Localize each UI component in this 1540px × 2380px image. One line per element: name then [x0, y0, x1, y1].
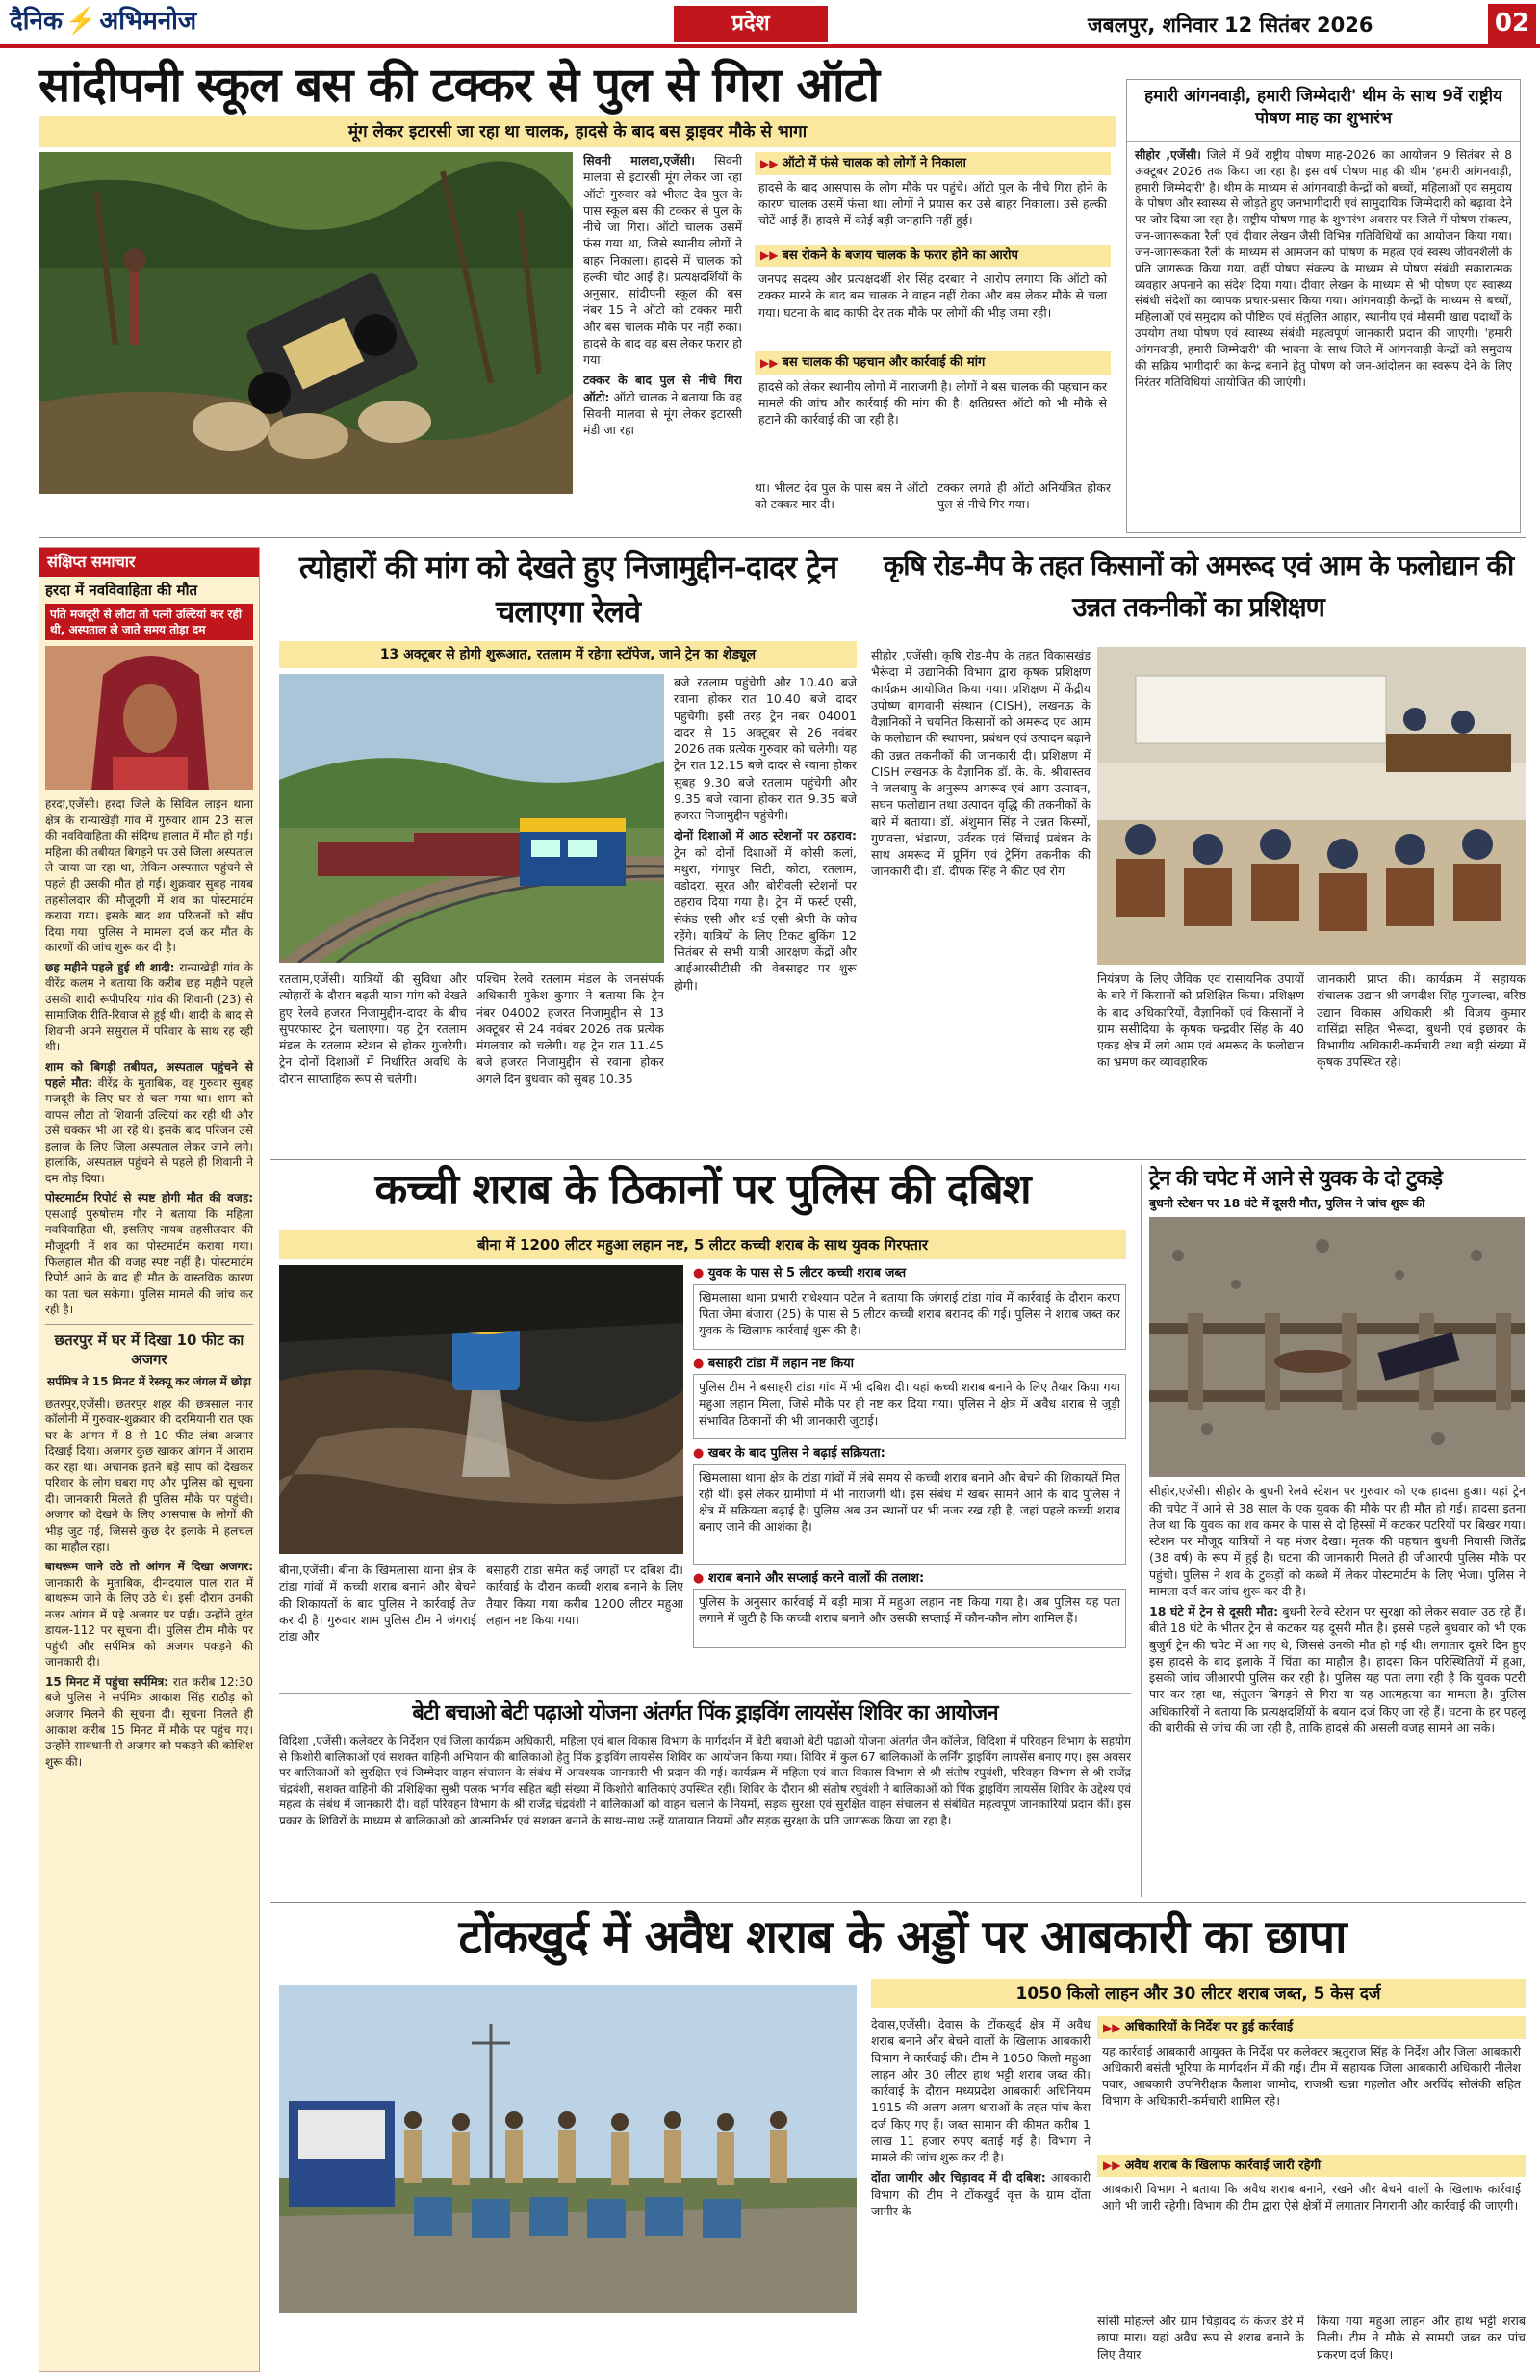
rail-death-body: सीहोर,एजेंसी। सीहोर के बुधनी रेलवे स्टेशन पर गुरुवार को एक हादसा हुआ। यहां ट्रेन की चपेट में आने से 38 साल के एक युवक की मौके पर ही मौत हो गई। हादसा इतना तेज था कि युवक का शव कमर के पास से दो हिस्सों में कटकर पटरियों पर बिखर गया। स्टेशन पर मौजूद यात्रियों ने यह मंजर देखा। मृतक की पहचान बुधनी निवासी जितेंद्र (38 वर्ष) के रूप में हुई है। घटना की जानकारी मिलते ही जीआरपी पुलिस मौके पर पहुंची। पुलिस ने शव के टुकड़ों को कब्जे में लेकर पोस्टमार्टम के लिए भेजा। पुलिस ने मामला दर्ज कर जांच शुरू कर दी है। 18 घंटे में ट्रेन से दूसरी मौत: बुधनी रेलवे स्टेशन पर सुरक्षा को लेकर सवाल उठ रहे हैं। बीते 18 घंटे के भीतर ट्रेन से कटकर यह दूसरी मौत है। इससे पहले बुधवार को भी एक बुजुर्ग ट्रेन की चपेट में आ गए थे, जिससे उनकी मौत हो गई थी। लगातार दूसरे दिन हुए इस हादसे के बाद इलाके में चिंता का माहौल है। हादसा किन परिस्थितियों में हुआ, इसकी जांच जीआरपी पुलिस कर रही है। पुलिस यह पता लगा रही है कि युवक पटरी पार कर रहा था, संतुलन बिगड़ने से गिरा या यह आत्महत्या का मामला है। पुलिस अधिकारियों ने बताया कि प्रत्यक्षदर्शियों के बयान दर्ज किए जा रहे हैं। घटना के हर पहलू की बारीकी से जांच की जा रही है, ताकि हादसे की असली वजह सामने आ सके। — [1149, 1484, 1526, 1735]
liquor-col2: बसाहरी टांडा समेत कई जगहों पर दबिश दी। कार्रवाई के दौरान कच्ची शराब बनाने के लिए तैयार किया गया करीब 1200 लीटर महुआ लहान नष्ट किया गया। — [486, 1563, 683, 1627]
brief1-sub: पति मजदूरी से लौटा तो पत्नी उल्टियां कर रही थी, अस्पताल ले जाते समय तोड़ा दम — [45, 604, 253, 640]
auto-accident-photo — [38, 152, 573, 494]
excise-b1-text: यह कार्रवाई आबकारी आयुक्त के निर्देश पर कलेक्टर ऋतुराज सिंह के निर्देश और जिला आबकारी अधिकारी बसंती भूरिया के मार्गदर्शन में की गई। टीम में सहायक जिला आबकारी अधिकारी नीलेश पवार, आबकारी उपनिरीक्षक कैलाश जामोद, राजश्री खन्ना गहलोत और अरविंद सोलंकी सहित विभाग के अधिकारी-कर्मचारी शामिल रहे। — [1102, 2043, 1521, 2108]
liquor-boxes — [693, 1265, 1126, 1684]
story1-box1-title: ▶▶ ऑटो में फंसे चालक को लोगों ने निकाला — [755, 152, 1111, 175]
liquor-b2-text: पुलिस टीम ने बसाहरी टांडा गांव में भी दबिश दी। यहां कच्ची शराब बनाने के लिए तैयार किया गया महुआ लहान मिला, जिसे मौके पर ही नष्ट कर दिया गया। पुलिस ने क्षेत्र में अवैध शराब से जुड़ी संभावित ठिकानों की भी जानकारी जुटाई। — [693, 1374, 1126, 1439]
excise-tail-b: किया गया महुआ लाहन और हाथ भट्टी शराब मिली। टीम ने मौके से सामग्री जब्त कर पांच प्रकरण दर्ज किए। — [1317, 2314, 1526, 2362]
liquor-col1: बीना,एजेंसी। बीना के खिमलासा थाना क्षेत्र के टांडा गांवों में कच्ची शराब बनाने और बेचने की शिकायतों के बाद पुलिस ने कार्रवाई तेज कर दी है। गुरुवार शाम पुलिस टीम ने जंगराई टांडा और — [279, 1563, 476, 1643]
liquor-b4-title: ● शराब बनाने और सप्लाई करने वालों की तलाश: — [693, 1570, 925, 1586]
training-photo — [1097, 647, 1526, 965]
rail-death-box — [1141, 1165, 1526, 1897]
story1-box3-text: हादसे को लेकर स्थानीय लोगों में नाराजगी है। लोगों ने बस चालक की पहचान कर मामले की जांच और कार्रवाई की मांग की है। क्षतिग्रस्त ऑटो को भी मौके से हटाने की कार्रवाई की जा रही है। — [758, 378, 1107, 427]
story1-boxes — [755, 152, 1111, 479]
excise-headline: टोंकखुर्द में अवैध शराब के अड्डों पर आबकारी का छापा — [458, 1910, 1347, 1964]
brief2-sub: सर्पमित्र ने 15 मिनट में रेस्क्यू कर जंगल में छोड़ा — [46, 1375, 252, 1389]
story1-box2-title: ▶▶ बस रोकने के बजाय चालक के फरार होने का आरोप — [755, 245, 1111, 268]
train-subhead: 13 अक्टूबर से होगी शुरूआत, रतलाम में रहेगा स्टॉपेज, जाने ट्रेन का शेड्यूल — [279, 641, 857, 668]
liquor-b1-text: खिमलासा थाना प्रभारी राधेश्याम पटेल ने बताया कि जंगराई टांडा गांव में कार्रवाई के दौरान करण पिता जेमा बंजारा (25) के पास से 5 लीटर कच्ची शराब बरामद की गई। पुलिस ने शराब जब्त कर युवक के खिलाफ कार्रवाई शुरू की है। — [693, 1284, 1126, 1350]
story1-headline: सांदीपनी स्कूल बस की टक्कर से पुल से गिरा ऑटो — [38, 57, 880, 113]
page-number: 02 — [1488, 4, 1536, 44]
liquor-b1-title: ● युवक के पास से 5 लीटर कच्ची शराब जब्त — [693, 1266, 907, 1281]
nutrition-box — [1126, 79, 1521, 533]
excise-b2-title: ▶▶ अवैध शराब के खिलाफ कार्रवाई जारी रहेगी — [1097, 2155, 1526, 2178]
excise-tail-a: सांसी मोहल्ले और ग्राम चिड़ावद के कंजर डेरे में छापा मारा। यहां अवैध रूप से शराब बनाने के लिए तैयार — [1097, 2314, 1304, 2362]
liquor-photo — [279, 1265, 683, 1554]
pink-dl-body: विदिशा ,एजेंसी। कलेक्टर के निर्देशन एवं जिला कार्यक्रम अधिकारी, महिला एवं बाल विकास विभाग के मार्गदर्शन में बेटी बचाओ बेटी पढ़ाओ योजना अंतर्गत जैन कॉलेज, विदिशा में परिवहन विभाग के सहयोग से किशोरी बालिकाओं एवं सशक्त वाहिनी अभियान की बालिकाओं हेतु पिंक ड्राइविंग लायसेंस शिविर का आयोजन किया गया। शिविर में कुल 67 बालिकाओं के लर्निंग ड्राइविंग लायसेंस बनाए गए। इस अवसर पर बालिकाओं को सुरक्षित एवं जिम्मेदार वाहन संचालन के संबंध में आवश्यक जानकारी भी प्रदान की गई। कार्यक्रम में महिला एवं बाल विकास विभाग से श्री संतोष रघुवंशी, परिवहन विभाग से श्री राजेंद्र चंद्रवंशी, सशक्त वाहिनी की प्रशिक्षिका सुश्री पलक भार्गव सहित बड़ी संख्या में किशोरी बालिकाएं उपस्थित रहीं। शिविर के दौरान श्री संतोष रघुवंशी ने बालिकाओं को पिंक ड्राइविंग लायसेंस शिविर के उद्देश्य एवं महत्व के संबंध में जानकारी दी। वहीं परिवहन विभाग के श्री राजेंद्र चंद्रवंशी ने बालिकाओं को वाहन चलाने के नियमों, सड़क सुरक्षा एवं सुरक्षित वाहन संचालन से संबंधित महत्वपूर्ण जानकारियां प्रदान कीं। इस प्रकार के शिविरों के माध्यम से बालिकाओं को आत्मनिर्भर एवं सशक्त बनाने के साथ-साथ उन्हें यातायात नियमों और सड़क सुरक्षा के प्रति जागरूक किया जा रहा है। — [279, 1734, 1131, 1827]
liquor-subhead: बीना में 1200 लीटर महुआ लहान नष्ट, 5 लीटर कच्ची शराब के साथ युवक गिरफ्तार — [279, 1230, 1126, 1259]
train-col3: बजे रतलाम पहुंचेगी और 10.40 बजे रवाना होकर रात 10.40 बजे दादर पहुंचेगी। इसी तरह ट्रेन नंबर 04001 दादर से 15 अक्टूबर से 26 नवंबर 2026 तक प्रत्येक गुरुवार को चलेगी। यह ट्रेन रात 12.15 बजे दादर से रवाना होकर सुबह 9.30 बजे रतलाम पहुंचेगी और 9.35 बजे रवाना होकर रात 9.35 बजे हजरत निजामुद्दीन पहुंचेगी। दोनों दिशाओं में आठ स्टेशनों पर ठहराव: ट्रेन को दोनों दिशाओं में कोसी कलां, मथुरा, गंगापुर सिटी, कोटा, रतलाम, वडोदरा, सूरत और बोरीवली स्टेशनों पर ठहराव दिया गया है। ट्रेन में फर्स्ट एसी, सेकंड एसी और थर्ड एसी श्रेणी के कोच रहेंगे। यात्रियों के लिए टिकट बुकिंग 12 सितंबर से सभी यात्री आरक्षण केंद्रों और आईआरसीटीसी की वेबसाइट पर शुरू होगी। — [674, 675, 857, 993]
agri-headline: कृषि रोड-मैप के तहत किसानों को अमरूद एवं आम के फलोद्यान की उन्नत तकनीकों का प्रशिक्षण — [883, 550, 1514, 624]
story1-box2-text: जनपद सदस्य और प्रत्यक्षदर्शी शेर सिंह दरबार ने आरोप लगाया कि ऑटो को टक्कर मारने के बाद बस चालक ने वाहन नहीं रोका और बस लेकर मौके से चला गया। घटना के बाद काफी देर तक मौके पर लोगों की भीड़ जमा रही। — [758, 272, 1107, 320]
story1-subhead: मूंग लेकर इटारसी जा रहा था चालक, हादसे के बाद बस ड्राइवर मौके से भागा — [38, 116, 1116, 147]
excise-b2-text: आबकारी विभाग ने बताया कि अवैध शराब बनाने, रखने और बेचने वालों के खिलाफ कार्रवाई आगे भी जारी रहेगी। विभाग की टीम द्वारा ऐसे क्षेत्रों में लगातार निगरानी और कार्रवाई की जाएगी। — [1102, 2182, 1521, 2213]
liquor-headline: कच्ची शराब के ठिकानों पर पुलिस की दबिश — [374, 1165, 1031, 1214]
story1-tail-b: टक्कर लगते ही ऑटो अनियंत्रित होकर पुल से नीचे गिर गया। — [937, 480, 1111, 512]
rail-track-photo — [1149, 1217, 1525, 1477]
woman-photo — [45, 646, 253, 790]
brief1-body: हरदा,एजेंसी। हरदा जिले के सिविल लाइन थाना क्षेत्र के रान्याखेड़ी गांव में गुरुवार शाम 23 साल की नवविवाहिता की संदिग्ध हालात में मौत हो गई। महिला की तबीयत बिगड़ने पर उसे जिला अस्पताल ले जाया जा रहा था, लेकिन अस्पताल पहुंचने से पहले ही उसकी मौत हो गई। शुक्रवार सुबह नायब तहसीलदार की मौजूदगी में शव का पोस्टमार्टम कराया गया। इसके बाद शव परिजनों को सौंप दिया गया। पुलिस ने मामला दर्ज कर मौत के कारणों की जांच शुरू कर दी है। छह महीने पहले हुई थी शादी: रान्याखेड़ी गांव के वीरेंद्र कलम ने बताया कि करीब छह महीने पहले उसकी शादी रूपीपरिया गांव की शिवानी (23) से सामाजिक रीति-रिवाज से हुई थी। शादी के बाद से शिवानी अपने ससुराल में परिवार के साथ रह रही थी। शाम को बिगड़ी तबीयत, अस्पताल पहुंचने से पहले मौत: वीरेंद्र के मुताबिक, वह गुरुवार सुबह मजदूरी के लिए घर से चला गया था। शाम को वापस लौटा तो शिवानी उल्टियां कर रही थी और उसे चक्कर भी आ रहे थे। इसके बाद परिजन उसे इलाज के लिए जिला अस्पताल लेकर जाने लगे। हालांकि, अस्पताल पहुंचने से पहले ही शिवानी ने दम तोड़ दिया। पोस्टमार्टम रिपोर्ट से स्पष्ट होगी मौत की वजह: एसआई पुरुषोत्तम गौर ने बताया कि महिला नवविवाहिता थी, इसलिए नायब तहसीलदार की मौजूदगी में शव का पोस्टमार्टम कराया गया। फिलहाल मौत की वजह स्पष्ट नहीं है। पोस्टमार्टम रिपोर्ट आने के बाद ही मौत के वास्तविक कारण का पता चल सकेगा। पुलिस मामले की जांच कर रही है। छतरपुर में घर में दिखा 10 फीट का अजगर सर्पमित्र ने 15 मिनट में रेस्क्यू कर जंगल में छोड़ा छतरपुर,एजेंसी। छतरपुर शहर की छत्रसाल नगर कॉलोनी में गुरुवार-शुक्रवार की दरमियानी रात एक घर के आंगन में 8 से 10 फीट लंबा अजगर दिखाई दिया। अजगर कुछ खाकर आंगन में आराम कर रहा था। अचानक इतने बड़े सांप को देखकर परिवार के लोग घबरा गए और पुलिस को सूचना दी। जानकारी मिलते ही पुलिस मौके पर पहुंची। अजगर को देखने के लिए आसपास के लोगों की भीड़ जुट गई, जिससे कुछ देर इलाके में हलचल का माहौल रहा। बाथरूम जाने उठे तो आंगन में दिखा अजगर: जानकारी के मुताबिक, दीनदयाल पाल रात में बाथरूम जाने के लिए उठे थे। इसी दौरान उनकी नजर आंगन में पड़े अजगर पर पड़ी। उन्होंने तुरंत डायल-112 पर सूचना दी। पुलिस टीम मौके पर पहुंची और सर्पमित्र को अजगर पकड़ने की जानकारी दी। 15 मिनट में पहुंचा सर्पमित्र: रात करीब 12:30 बजे पुलिस ने सर्पमित्र आकाश सिंह राठौड़ को अजगर मिलने की सूचना दी। सूचना मिलते ही आकाश करीब 15 मिनट में मौके पर पहुंच गए। उन्होंने सावधानी से अजगर को पकड़ने की कोशिश शुरू की। — [45, 797, 253, 1769]
brief1-title: हरदा में नवविवाहिता की मौत — [45, 581, 198, 599]
story1-box3-title: ▶▶ बस चालक की पहचान और कार्रवाई की मांग — [755, 351, 1111, 375]
briefs-header: संक्षिप्त समाचार — [39, 548, 259, 577]
agri-col3: जानकारी प्राप्त की। कार्यक्रम में सहायक संचालक उद्यान श्री जगदीश सिंह मुजाल्दा, वरिष्ठ उद्यान विकास अधिकारी श्री विजय कुमार वासिंद्रा सहित भैरूंदा, बुधनी एवं इछावर के विभागीय अधिकारी-कर्मचारी तथा बड़ी संख्या में कृषक उपस्थित रहे। — [1317, 971, 1526, 1070]
rail-death-subhead: बुधनी स्टेशन पर 18 घंटे में दूसरी मौत, पुलिस ने जांच शुरू की — [1149, 1195, 1425, 1210]
pink-dl-story — [279, 1693, 1131, 1897]
liquor-b2-title: ● बसाहरी टांडा में लहान नष्ट किया — [693, 1356, 855, 1371]
nutrition-body: सीहोर ,एजेंसी। जिले में 9वें राष्ट्रीय पोषण माह-2026 का आयोजन 9 सितंबर से 8 अक्टूबर 2026 तक किया जा रहा है। इस वर्ष पोषण माह की थीम 'हमारी आंगनवाड़ी, हमारी जिम्मेदारी' है। थीम के माध्यम से आंगनवाड़ी केन्द्रों को बच्चों, महिलाओं एवं समुदाय के पोषण और स्वास्थ्य से जोड़ते हुए जनभागीदारी एवं सामुदायिक जिम्मेदारी को बढ़ावा देने पर जोर दिया जा रहा है। राष्ट्रीय पोषण माह के शुभारंभ अवसर पर जिले में पोषण संकल्प, जन-जागरूकता रैली एवं दीवार लेखन जैसी विभिन्न गतिविधियों का आयोजन किया गया। जन-जागरूकता रैली के माध्यम से आमजन को पोषण के महत्व एवं स्वस्थ जीवनशैली के प्रति जागरूक किया गया, वहीं पोषण संकल्प के माध्यम से पोषण संबंधी सकारात्मक व्यवहार अपनाने का संदेश दिया गया। दीवार लेखन के माध्यम से भी पोषण एवं स्वास्थ्य संबंधी संदेशों का व्यापक प्रचार-प्रसार किया गया। आंगनवाड़ी केन्द्रों के माध्यम से बच्चों, महिलाओं एवं समुदाय को पौष्टिक एवं संतुलित आहार, स्थानीय एवं मौसमी खाद्य पदार्थों के उपयोग तथा पोषण एवं स्वास्थ्य संबंधी महत्वपूर्ण जानकारी प्रदान की जाएगी। 'हमारी आंगनवाड़ी, हमारी जिम्मेदारी' की भावना के साथ जिले में आंगनवाड़ी केन्द्रों को समुदाय की सक्रिय भागीदारी का केन्द्र बनाने हेतु पोषण को जन-आंदोलन का स्वरूप देने के लिए निरंतर गतिविधियां आयोजित की जाएंगी। — [1135, 148, 1513, 389]
train-photo — [279, 674, 664, 963]
train-col2: पश्चिम रेलवे रतलाम मंडल के जनसंपर्क अधिकारी मुकेश कुमार ने बताया कि ट्रेन नंबर 04002 हजरत निजामुद्दीन से 13 अक्टूबर से 24 नवंबर 2026 तक प्रत्येक मंगलवार को चलेगी। यह ट्रेन रात 11.45 बजे हजरत निजामुद्दीन से रवाना होकर अगले दिन बुधवार को सुबह 10.35 — [476, 971, 664, 1086]
liquor-b4-text: पुलिस के अनुसार कार्रवाई में बड़ी मात्रा में महुआ लहान नष्ट किया गया है। अब पुलिस यह पता लगाने में जुटी है कि कच्ची शराब बनाने और उसकी सप्लाई में कौन-कौन लोग शामिल हैं। — [693, 1589, 1126, 1648]
excise-team-photo — [279, 1985, 857, 2313]
brief2-title: छतरपुर में घर में दिखा 10 फीट का अजगर — [45, 1324, 253, 1370]
briefs-column — [38, 547, 260, 2372]
nutrition-headline: हमारी आंगनवाड़ी, हमारी जिम्मेदारी' थीम के साथ 9वें राष्ट्रीय पोषण माह का शुभारंभ — [1127, 80, 1520, 142]
train-headline: त्योहारों की मांग को देखते हुए निजामुद्दीन-दादर ट्रेन चलाएगा रेलवे — [298, 549, 837, 631]
liquor-b3-title: ● खबर के बाद पुलिस ने बढ़ाई सक्रियता: — [693, 1446, 886, 1462]
story1-col1: सिवनी मालवा,एजेंसी। सिवनी मालवा से इटारसी मूंग लेकर जा रहा ऑटो गुरुवार को भीलट देव पुल के पास स्कूल बस की टक्कर से पुल के नीचे जा गिरा। ऑटो चालक उसमें फंस गया था, जिसे स्थानीय लोगों ने बाहर निकाला। हादसे में चालक को हल्की चोट आई है। प्रत्यक्षदर्शियों के अनुसार, सांदीपनी स्कूल की बस नंबर 15 ने ऑटो को टक्कर मारी और बस चालक मौके पर नहीं रुका। हादसे के बाद वह बस लेकर फरार हो गया। टक्कर के बाद पुल से नीचे गिरा ऑटो: ऑटो चालक ने बताया कि वह सिवनी मालवा से मूंग लेकर इटारसी मंडी जा रहा — [583, 153, 742, 437]
story1-box1-text: हादसे के बाद आसपास के लोग मौके पर पहुंचे। ऑटो पुल के नीचे गिरा होने के कारण चालक उसमें फंसा था। लोगों ने प्रयास कर उसे बाहर निकाला। उसे हल्की चोटें आई हैं। हादसे में कोई बड़ी जनहानि नहीं हुई। — [758, 179, 1107, 228]
story1-tail-a: था। भीलट देव पुल के पास बस ने ऑटो को टक्कर मार दी। — [755, 480, 928, 512]
newspaper-logo: दैनिक ⚡ अभिमनोज — [10, 7, 197, 37]
agri-col1: सीहोर ,एजेंसी। कृषि रोड-मैप के तहत विकासखंड भैरूंदा में उद्यानिकी विभाग द्वारा कृषक प्रशिक्षण कार्यक्रम आयोजित किया गया। प्रशिक्षण में केंद्रीय उपोष्ण बागवानी संस्थान (CISH), लखनऊ के वैज्ञानिकों ने चयनित किसानों को अमरूद एवं आम के फलोद्यान की स्थापना, प्रबंधन एवं उत्पादन बढ़ाने की उन्नत तकनीकों की जानकारी दी। प्रशिक्षण में CISH लखनऊ के वैज्ञानिक डॉ. के. के. श्रीवास्तव ने जलवायु के अनुरूप अमरूद एवं आम उत्पादन, सघन फलोद्यान तथा उत्पादन वृद्धि की तकनीकों के बारे में बताया। डॉ. अंशुमान सिंह ने उन्नत किस्मों, गुणवत्ता, भंडारण, उर्वरक एवं सिंचाई प्रबंधन के साथ अमरूद में प्रूनिंग एवं ट्रेनिंग तकनीक की जानकारी दी। डॉ. दीपक सिंह ने कीट एवं रोग — [871, 648, 1091, 879]
excise-subhead: 1050 किलो लाहन और 30 लीटर शराब जब्त, 5 केस दर्ज — [871, 1979, 1526, 2008]
liquor-b3-text: खिमलासा थाना क्षेत्र के टांडा गांवों में लंबे समय से कच्ची शराब बनाने और बेचने की शिकायतें मिल रही थीं। इसे लेकर ग्रामीणों में भी नाराजगी थी। इस संबंध में खबर सामने आने के बाद पुलिस ने क्षेत्र में सक्रियता बढ़ाई है। पुलिस अब उन स्थानों पर भी नजर रख रही है, जहां पहले कच्ची शराब बनाए जाने की आशंका है। — [693, 1464, 1126, 1565]
excise-boxes — [1097, 2016, 1526, 2305]
excise-b1-title: ▶▶ अधिकारियों के निर्देश पर हुई कार्रवाई — [1097, 2016, 1526, 2039]
rail-death-headline: ट्रेन की चपेट में आने से युवक के दो टुकड़े — [1149, 1166, 1443, 1191]
excise-col1: देवास,एजेंसी। देवास के टोंकखुर्द क्षेत्र में अवैध शराब बनाने और बेचने वालों के खिलाफ आबकारी विभाग ने कार्रवाई की। टीम ने 1050 किलो महुआ लाहन और 30 लीटर हाथ भट्टी शराब जब्त की। कार्रवाई के दौरान मध्यप्रदेश आबकारी अधिनियम 1915 की अलग-अलग धाराओं के तहत पांच केस दर्ज किए गए हैं। जब्त सामान की कीमत करीब 1 लाख 11 हजार रुपए बताई गई है। विभाग ने मामले की जांच शुरू कर दी है। दोंता जागीर और चिड़ावद में दी दबिश: आबकारी विभाग की टीम ने टोंकखुर्द वृत्त के ग्राम दोंता जागीर के — [871, 2017, 1091, 2218]
dateline: जबलपुर, शनिवार 12 सितंबर 2026 — [1088, 13, 1373, 37]
pink-dl-headline: बेटी बचाओ बेटी पढ़ाओ योजना अंतर्गत पिंक ड्राइविंग लायसेंस शिविर का आयोजन — [412, 1700, 998, 1725]
section-label: प्रदेश — [674, 6, 828, 42]
train-col1: रतलाम,एजेंसी। यात्रियों की सुविधा और त्योहारों के दौरान बढ़ती यात्रा मांग को देखते हुए रेलवे हजरत निजामुद्दीन-दादर के बीच सुपरफास्ट ट्रेन चलाएगा। यह ट्रेन रतलाम मंडल के रतलाम स्टेशन से होकर गुजरेगी। ट्रेन दोनों दिशाओं में निर्धारित अवधि के दौरान साप्ताहिक रूप से चलेगी। — [279, 971, 467, 1086]
agri-col2: नियंत्रण के लिए जैविक एवं रासायनिक उपायों के बारे में किसानों को प्रशिक्षित किया। प्रशिक्षण के बाद अधिकारियों, वैज्ञानिकों एवं किसानों ने ग्राम ससीदिया के कृषक चन्द्रवीर सिंह के 40 एकड़ क्षेत्र में लगे आम एवं अमरूद के फलोद्यान का भ्रमण कर व्यावहारिक — [1097, 971, 1304, 1070]
